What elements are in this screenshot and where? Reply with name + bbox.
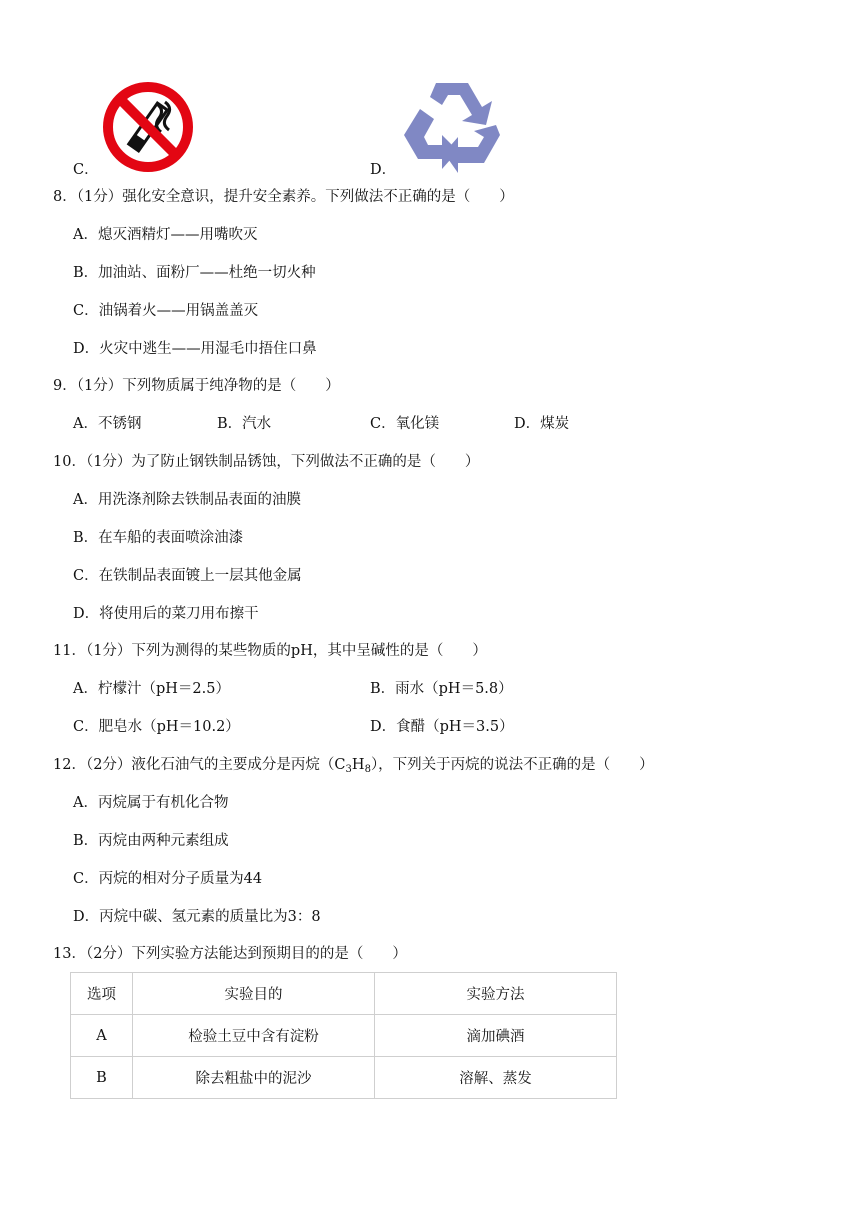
- table-cell: 溶解、蒸发: [375, 1057, 617, 1099]
- option-b: B．加油站、面粉厂——杜绝一切火种: [73, 265, 316, 281]
- option-b: B．在车船的表面喷涂油漆: [73, 530, 244, 546]
- option-d: D．煤炭: [514, 416, 570, 432]
- option-d: D．丙烷中碳、氢元素的质量比为3：8: [73, 909, 321, 925]
- q7-option-c-label: C．: [73, 162, 99, 178]
- q7-option-c-image: [101, 80, 195, 174]
- option-c: C．肥皂水（pH＝10.2）: [73, 719, 240, 735]
- table-cell: B: [71, 1057, 133, 1099]
- option-a: A．柠檬汁（pH＝2.5）: [73, 681, 230, 697]
- option-b: B．汽水: [217, 416, 272, 432]
- question-stem: [53, 756, 654, 779]
- header-method: 实验方法: [375, 973, 617, 1015]
- table-cell: 滴加碘酒: [375, 1015, 617, 1057]
- option-d: D．食醋（pH＝3.5）: [370, 719, 514, 735]
- table-row: [71, 1015, 617, 1057]
- no-smoking-icon: [101, 80, 195, 174]
- option-a: A．丙烷属于有机化合物: [73, 795, 229, 811]
- question-stem: 10．（1分）为了防止钢铁制品锈蚀，下列做法不正确的是（ ）: [53, 454, 480, 470]
- option-c: C．在铁制品表面镀上一层其他金属: [73, 568, 302, 584]
- recycling-icon: [400, 79, 504, 173]
- table-header-row: [71, 973, 617, 1015]
- question-stem: 13．（2分）下列实验方法能达到预期目的的是（ ）: [53, 946, 407, 962]
- experiment-table: [70, 972, 617, 1099]
- option-a: A．用洗涤剂除去铁制品表面的油膜: [73, 492, 301, 508]
- stem-part-2: H: [351, 757, 365, 773]
- stem-part-1: 12．（2分）液化石油气的主要成分是丙烷（C: [53, 757, 346, 773]
- stem-part-3: ），下列关于丙烷的说法不正确的是（ ）: [370, 757, 654, 773]
- option-a: A．熄灭酒精灯——用嘴吹灭: [73, 227, 258, 243]
- option-c: C．丙烷的相对分子质量为44: [73, 871, 263, 887]
- subscript-8: 8: [364, 764, 371, 775]
- option-a: A．不锈钢: [73, 416, 142, 432]
- option-c: C．油锅着火——用锅盖盖灭: [73, 303, 259, 319]
- option-d: D．将使用后的菜刀用布擦干: [73, 606, 259, 622]
- question-stem: 9．（1分）下列物质属于纯净物的是（ ）: [53, 378, 340, 394]
- question-stem: 8．（1分）强化安全意识，提升安全素养。下列做法不正确的是（ ）: [53, 189, 514, 205]
- q7-option-d-label: D．: [370, 162, 397, 178]
- option-b: B．雨水（pH＝5.8）: [370, 681, 513, 697]
- option-c: C．氧化镁: [370, 416, 440, 432]
- subscript-3: 3: [345, 764, 352, 775]
- table-cell: A: [71, 1015, 133, 1057]
- option-d: D．火灾中逃生——用湿毛巾捂住口鼻: [73, 341, 317, 357]
- header-option: 选项: [71, 973, 133, 1015]
- header-purpose: 实验目的: [133, 973, 375, 1015]
- q7-option-d-image: [400, 79, 504, 173]
- question-stem: 11．（1分）下列为测得的某些物质的pH，其中呈碱性的是（ ）: [53, 643, 487, 659]
- option-b: B．丙烷由两种元素组成: [73, 833, 229, 849]
- table-row: [71, 1057, 617, 1099]
- table-cell: 检验土豆中含有淀粉: [133, 1015, 375, 1057]
- table-cell: 除去粗盐中的泥沙: [133, 1057, 375, 1099]
